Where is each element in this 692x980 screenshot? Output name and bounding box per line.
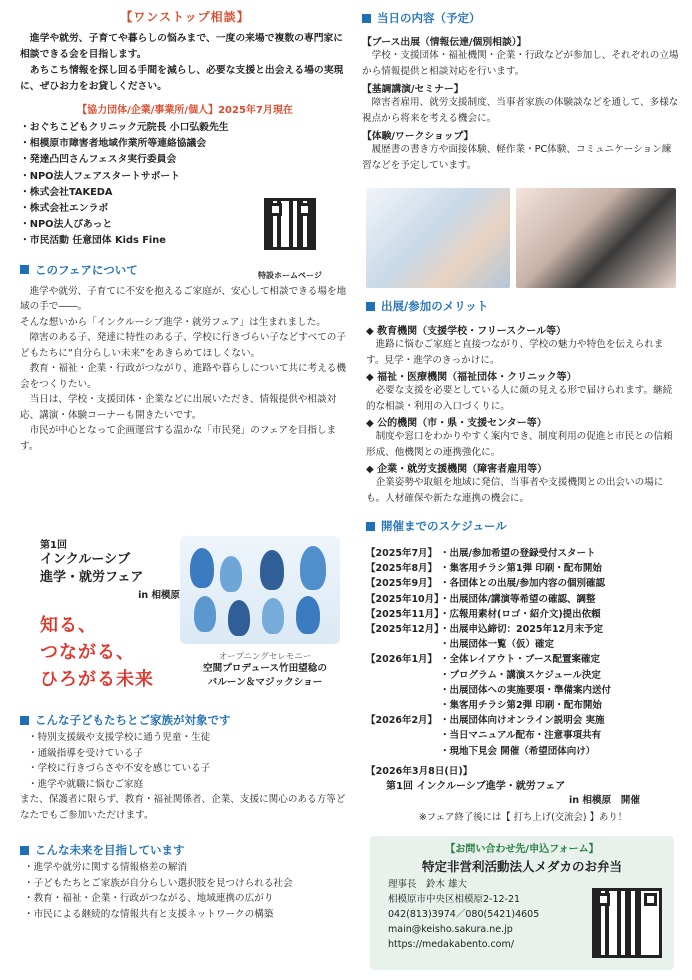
lecture-text: 障害者雇用、就労支援制度、当事者家族の体験談などを通して、多様な視点から将来を考える機会に。 — [362, 97, 679, 124]
schedule-task: ・出展団体向けオンライン説明会 実施 — [440, 715, 605, 727]
event-place: in 相模原 — [138, 590, 180, 601]
schedule-month — [366, 744, 440, 759]
merit-item-heading: ◆ 福祉・医療機関（福祉団体・クリニック等） — [366, 372, 577, 383]
square-bullet-icon — [20, 265, 29, 274]
merit-section — [366, 298, 680, 506]
schedule-final-place: in 相模原 開催 — [568, 794, 640, 806]
schedule-month: 【2025年8月】 — [366, 563, 438, 575]
schedule-row — [366, 576, 680, 591]
onestop-intro-1: 進学や就労、子育てや暮らしの悩みまで、一度の来場で複数の専門家に相談できる会を目指します。 — [20, 33, 344, 60]
square-bullet-icon — [20, 846, 29, 855]
event-name-2: 進学・就労フェア — [40, 570, 144, 585]
about-p1: 進学や就労、子育てに不安を抱えるご家庭が、安心して相談できる場を地域の手で――。 — [20, 285, 347, 313]
schedule-row — [366, 546, 680, 561]
microphone-photo — [516, 188, 676, 288]
target-item: ・進学や就職に悩むご家庭 — [28, 778, 144, 790]
schedule-month: 【2025年10月】 — [366, 593, 444, 605]
schedule-row — [366, 592, 680, 607]
lecture-heading: 【基調講演/セミナー】 — [362, 84, 464, 95]
slogan-block — [40, 612, 190, 693]
contact-rep: 理事長 鈴木 雄大 — [388, 879, 468, 890]
schedule-date: 【2026年3月8日(日)】 — [366, 765, 473, 777]
schedule-task: ・当日マニュアル配布・注意事項共有 — [440, 730, 602, 742]
schedule-row — [366, 622, 680, 637]
event-edition: 第1回 — [40, 540, 67, 551]
contact-url[interactable]: https://medakabento.com/ — [388, 939, 514, 950]
event-title-block — [40, 536, 180, 601]
partner-item: ・相模原市障害者地域作業所等連絡協議会 — [20, 138, 207, 150]
square-bullet-icon — [366, 522, 375, 531]
onestop-intro-2: あちこち情報を探し回る手間を減らし、必要な支援と出会える場の実現に、ぜひお力をお貸しください。 — [20, 65, 344, 92]
person-figure — [260, 550, 284, 590]
homepage-qr-code-icon[interactable] — [264, 198, 316, 250]
merit-heading: 出展/参加のメリット — [366, 298, 680, 314]
schedule-month — [366, 637, 440, 652]
right-column — [362, 10, 680, 173]
merit-list — [366, 322, 680, 506]
about-p5: 当日は、学校・支援団体・企業などに出展いただき、情報提供や相談対応、講演・体験コーナーも開きたいです。 — [20, 394, 337, 421]
person-figure — [300, 546, 326, 590]
merit-item-heading: ◆ 企業・就労支援機関（障害者雇用等） — [366, 464, 548, 475]
ceremony-line-2: バルーン＆マジックショー — [207, 677, 323, 688]
future-item: ・市民による継続的な情報共有と支援ネットワークの構築 — [24, 908, 274, 920]
slogan-line: つながる、 — [40, 642, 135, 663]
square-bullet-icon — [20, 716, 29, 725]
schedule-task: ・出展/参加希望の登録受付スタート — [440, 548, 596, 559]
person-figure — [190, 548, 214, 588]
partner-item: ・NPO法人フェアスタートサポート — [20, 170, 180, 182]
merit-item-text: 進路に悩むご家庭と直接つながり、学校の魅力や特色を伝えられます。見学・進学のきっかけに。 — [366, 339, 664, 366]
schedule-month — [366, 668, 440, 683]
schedule-task: ・集客用チラシ第1弾 印刷・配布開始 — [440, 563, 602, 575]
schedule-month — [366, 698, 440, 713]
partner-item: ・発達凸凹さんフェスタ実行委員会 — [20, 154, 177, 166]
schedule-final: 第1回 インクルーシブ進学・就労フェア — [386, 780, 566, 792]
schedule-table — [366, 546, 680, 759]
schedule-month: 【2025年11月】 — [366, 608, 444, 620]
future-item: ・子どもたちとご家族が自分らしい選択肢を見つけられる社会 — [24, 877, 293, 889]
target-note: また、保護者に限らず、教育・福祉関係者、企業、支援に関心のある方等どなたでもご参加いただけます。 — [20, 794, 346, 821]
contact-mail[interactable]: main@keisho.sakura.ne.jp — [388, 924, 513, 935]
schedule-month: 【2025年9月】 — [366, 578, 438, 590]
merit-item-heading: ◆ 教育機関（支援学校・フリースクール等） — [366, 326, 567, 337]
schedule-row — [366, 607, 680, 622]
event-name-1: インクルーシブ — [40, 552, 131, 567]
schedule-row — [366, 561, 680, 576]
schedule-month — [366, 728, 440, 743]
schedule-month: 【2025年12月】 — [366, 624, 444, 636]
person-figure — [194, 596, 216, 632]
target-item: ・特別支援級や支援学校に通う児童・生徒 — [28, 732, 211, 743]
person-figure — [262, 598, 284, 634]
schedule-task: ・各団体との出展/参加内容の個別確認 — [440, 578, 605, 590]
schedule-section — [366, 518, 680, 823]
slogan-line: ひろがる未来 — [40, 669, 154, 690]
contact-qr-code-icon[interactable] — [592, 888, 662, 958]
square-bullet-icon — [362, 14, 371, 23]
schedule-task: ・現地下見会 開催（希望団体向け） — [440, 745, 596, 757]
ceremony-block — [190, 650, 340, 690]
schedule-row — [366, 728, 680, 743]
about-heading: このフェアについて — [20, 262, 350, 278]
schedule-task: ・全体レイアウト・ブース配置案確定 — [440, 654, 600, 666]
about-p6: 市民が中心となって企画運営する温かな「市民発」のフェアを目指します。 — [20, 425, 337, 452]
schedule-note: ※フェア終了後には【 打ち上げ(交流会) 】あり！ — [418, 811, 628, 823]
schedule-task: ・プログラム・講演スケジュール決定 — [440, 669, 601, 681]
schedule-month: 【2026年2月】 — [366, 715, 438, 727]
target-item: ・学校に行きづらさや不安を感じている子 — [28, 763, 211, 774]
schedule-row — [366, 668, 680, 683]
merit-item-heading: ◆ 公的機関（市・県・支援センター等） — [366, 418, 547, 429]
person-figure — [296, 596, 320, 634]
person-figure — [228, 600, 250, 636]
partner-item: ・株式会社エンラボ — [20, 203, 109, 215]
partners-heading: 【協力団体/企業/事業所/個人】2025年7月現在 — [77, 105, 293, 116]
schedule-task: ・出展団体への実施要項・準備案内送付 — [440, 684, 612, 696]
future-section — [20, 842, 350, 922]
partner-item: ・株式会社TAKEDA — [20, 186, 113, 198]
contact-tel: 042(813)3974／080(5421)4605 — [388, 909, 540, 920]
square-bullet-icon — [366, 302, 375, 311]
schedule-task: ・集客用チラシ第2弾 印刷・配布開始 — [440, 700, 602, 712]
qr-label: 特設ホームページ — [258, 271, 322, 280]
contact-address: 相模原市中央区相模原2-12-21 — [388, 894, 521, 905]
schedule-row — [366, 652, 680, 667]
schedule-task: ・出展団体/講演等希望の確認、調整 — [440, 593, 596, 605]
target-item: ・通級指導を受けている子 — [28, 747, 144, 759]
target-list — [20, 730, 350, 792]
future-item: ・教育・福祉・企業・行政がつながる、地域連携の広がり — [24, 893, 274, 904]
future-item: ・進学や就労に関する情報格差の解消 — [24, 862, 188, 873]
merit-item-text: 企業姿勢や取組を地域に発信、当事者や支援機関との出会いの場にも。人材確保や新たな連携の機会に。 — [366, 477, 664, 504]
about-p2: そんな想いから「インクルーシブ進学・就労フェア」は生まれました。 — [20, 316, 326, 328]
partner-item: ・NPO法人ぴあっと — [20, 219, 113, 231]
schedule-row — [366, 713, 680, 728]
person-figure — [220, 556, 242, 592]
schedule-task: ・出展団体一覧（仮）確定 — [440, 639, 555, 651]
booth-text: 学校・支援団体・福祉機関・企業・行政などが参加し、それぞれの立場から情報提供と相談対応を行います。 — [362, 50, 679, 77]
schedule-row — [366, 637, 680, 652]
people-illustration — [180, 536, 340, 644]
about-p3: 障害のある子、発達に特性のある子、学校に行きづらい子などすべての子どもたちに“自分らしい未来”をあきらめてほしくない。 — [20, 332, 346, 359]
onestop-title: 【ワンストップ相談】 — [120, 10, 250, 24]
contact-box — [370, 836, 674, 970]
schedule-row — [366, 683, 680, 698]
schedule-heading: 開催までのスケジュール — [366, 518, 680, 534]
ceremony-line-1: 空間プロデュース竹田望稔の — [203, 663, 327, 674]
merit-item-text: 必要な支援を必要としている人に顔の見える形で届けられます。継続的な相談・利用の入口づくりに。 — [366, 385, 673, 412]
partner-item: ・市民活動 任意団体 Kids Fine — [20, 235, 166, 247]
schedule-row — [366, 744, 680, 759]
contact-org: 特定非営利活動法人メダカのお弁当 — [421, 859, 622, 874]
schedule-month: 【2026年1月】 — [366, 654, 438, 666]
future-list — [20, 860, 350, 922]
content-heading: 当日の内容（予定） — [362, 10, 680, 26]
about-body — [20, 284, 350, 455]
schedule-row — [366, 698, 680, 713]
schedule-task: ・広報用素材(ロゴ・紹介文)提出依頼 — [440, 608, 601, 620]
partner-item: ・おぐちこどもクリニック元院長 小口弘毅先生 — [20, 122, 229, 133]
workshop-heading: 【体験/ワークショップ】 — [362, 131, 474, 142]
ceremony-label: オープニングセレモニー — [218, 652, 312, 662]
slogan-line: 知る、 — [40, 615, 97, 636]
target-heading: こんな子どもたちとご家族が対象です — [20, 712, 350, 728]
future-heading: こんな未来を目指しています — [20, 842, 350, 858]
booth-heading: 【ブース出展（情報伝達/個別相談）】 — [362, 37, 527, 48]
target-section — [20, 712, 350, 823]
contact-heading: 【お問い合わせ先/申込フォーム】 — [445, 844, 599, 855]
consultation-photo — [366, 188, 510, 288]
about-p4: 教育・福祉・企業・行政がつながり、進路や暮らしについて共に考える機会をつくりたい。 — [20, 363, 346, 390]
schedule-task: ・出展申込締切：2025年12月末予定 — [440, 624, 604, 636]
schedule-month: 【2025年7月】 — [366, 548, 438, 559]
schedule-month — [366, 683, 440, 698]
merit-item-text: 制度や窓口をわかりやすく案内でき、制度利用の促進と市民との信頼形成、他機関との連携強化に。 — [366, 431, 673, 458]
workshop-text: 履歴書の書き方や面接体験、軽作業・PC体験、コミュニケーション練習などを予定しています。 — [362, 144, 672, 171]
